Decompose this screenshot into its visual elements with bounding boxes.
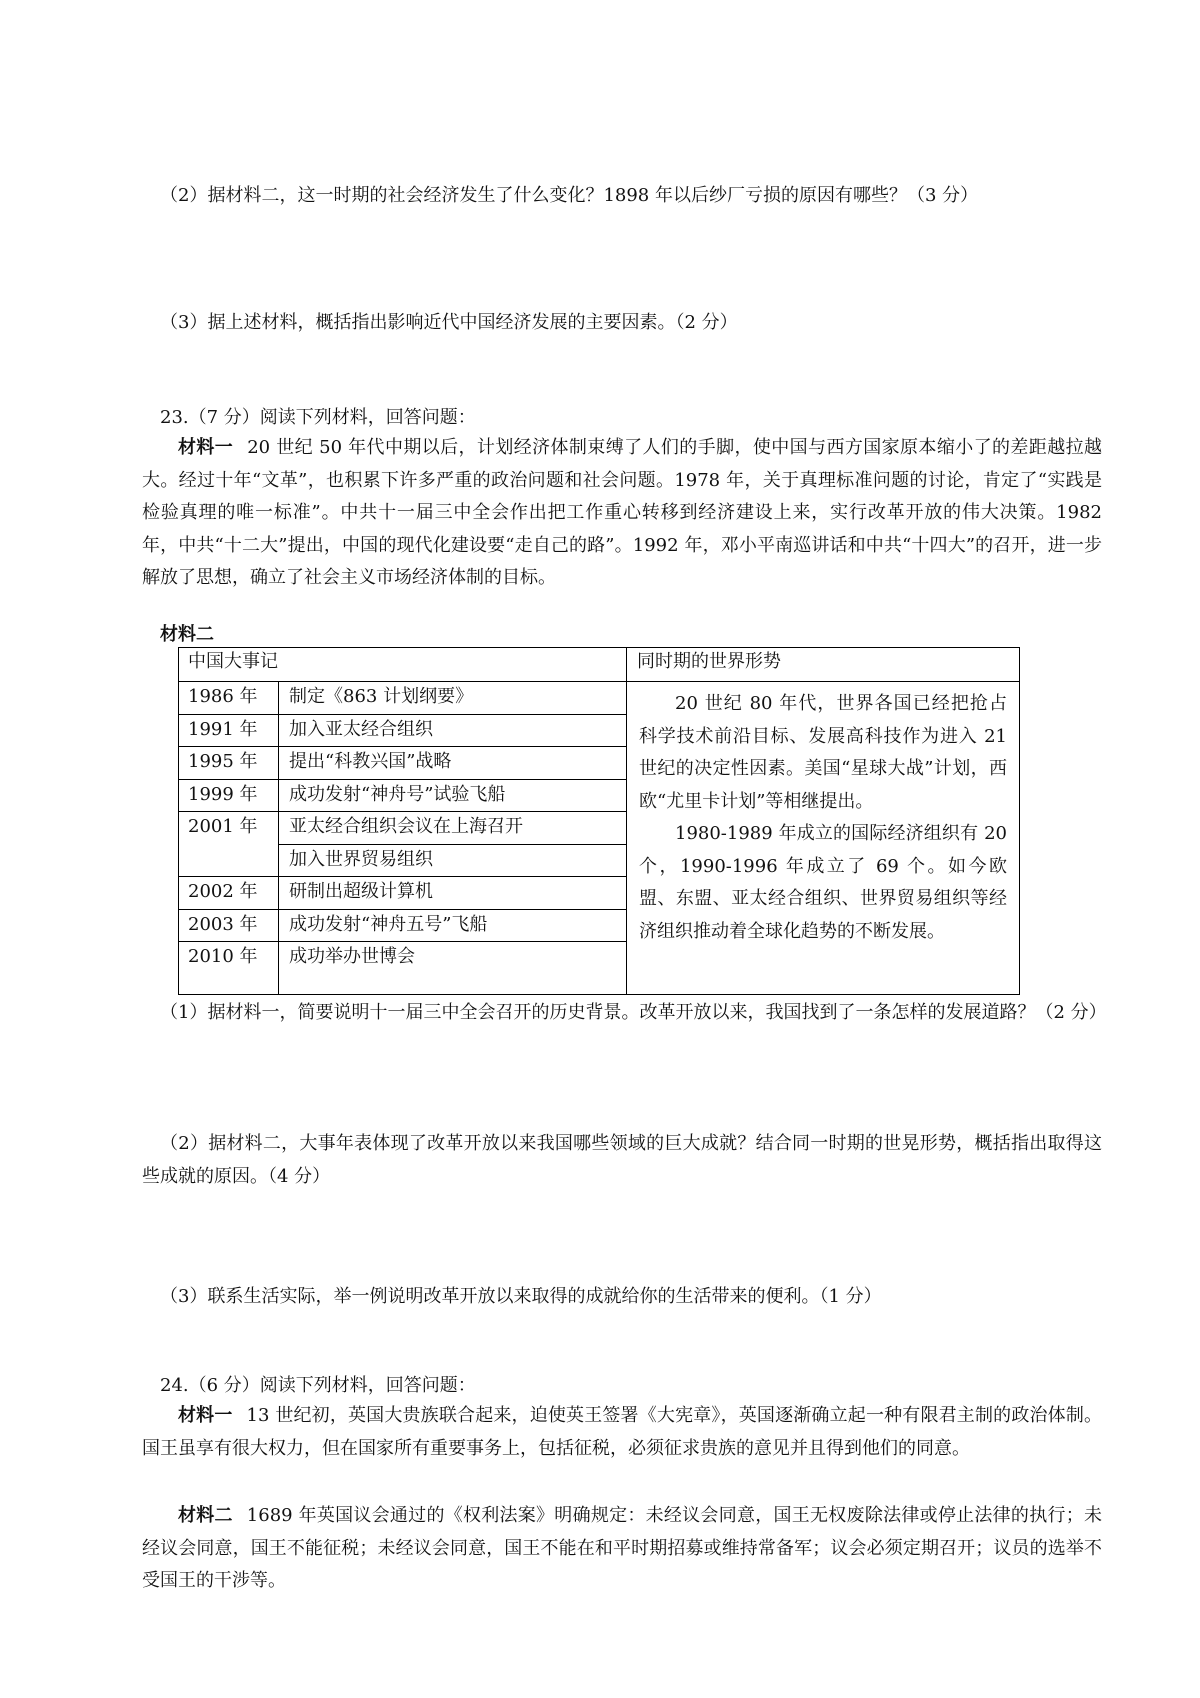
event-year: 1986 年 <box>178 682 279 715</box>
event-year: 2001 年 <box>178 812 279 877</box>
event-year: 1991 年 <box>178 715 279 748</box>
q23-title: 23.（7 分）阅读下列材料，回答问题： <box>160 407 476 428</box>
world-situation-cell <box>627 682 1019 994</box>
event-year: 1999 年 <box>178 780 279 813</box>
event-desc: 亚太经合组织会议在上海召开 <box>279 812 627 845</box>
q24-material-1 <box>142 1400 1102 1465</box>
event-desc: 成功发射“神舟五号”飞船 <box>279 910 627 943</box>
q23-sub1: （1）据材料一，简要说明十一届三中全会召开的历史背景。改革开放以来，我国找到了一条怎样的发展道路？（2 分） <box>160 1002 1107 1023</box>
world-situation-p1: 20 世纪 80 年代，世界各国已经把抢占科学技术前沿目标、发展高科技作为进入 21 世纪的决定性因素。美国“星球大战”计划，西欧“尤里卡计划”等相继提出。 <box>639 693 1007 812</box>
event-desc: 加入世界贸易组织 <box>279 845 627 878</box>
event-desc: 制定《863 计划纲要》 <box>279 682 627 715</box>
event-year: 2003 年 <box>178 910 279 943</box>
q24-material-2-text: 1689 年英国议会通过的《权利法案》明确规定：未经议会同意，国王无权废除法律或停止法律的执行；未经议会同意，国王不能征税；未经议会同意，国王不能在和平时期招募或维持常备军；议会必须定期召开；议员的选举不受国王的干涉等。 <box>142 1505 1102 1591</box>
q23-sub3: （3）联系生活实际，举一例说明改革开放以来取得的成就给你的生活带来的便利。（1 分） <box>160 1286 882 1307</box>
q23-material-1-text: 20 世纪 50 年代中期以后，计划经济体制束缚了人们的手脚，使中国与西方国家原本缩小了的差距越拉越大。经过十年“文革”，也积累下许多严重的政治问题和社会问题。1978 年，关于真理标准问题的讨论，肯定了“实践是检验真理的唯一标准”。中共十一届三中全会作出把工作重心转移到经济建设上来，实行改革开放的伟大决策。1982 年，中共“十二大”提出，中国的现代化建设要“走自己的路”。1992 年，邓小平南巡讲话和中共“十四大”的召开，进一步解放了思想，确立了社会主义市场经济体制的目标。 <box>142 437 1102 588</box>
q24-material-1-text: 13 世纪初，英国大贵族联合起来，迫使英王签署《大宪章》，英国逐渐确立起一种有限君主制的政治体制。国王虽享有很大权力，但在国家所有重要事务上，包括征税，必须征求贵族的意见并且得到他们的同意。 <box>142 1405 1102 1459</box>
table-header-left: 中国大事记 <box>178 647 627 682</box>
event-year: 2002 年 <box>178 877 279 910</box>
event-desc: 提出“科教兴国”战略 <box>279 747 627 780</box>
event-desc: 研制出超级计算机 <box>279 877 627 910</box>
q22-sub3: （3）据上述材料，概括指出影响近代中国经济发展的主要因素。（2 分） <box>160 312 738 333</box>
q23-material-1-label: 材料一 <box>178 437 234 458</box>
event-year: 2010 年 <box>178 942 279 994</box>
world-situation-p2: 1980-1989 年成立的国际经济组织有 20 个，1990-1996 年成立了 69 个。如今欧盟、东盟、亚太经合组织、世界贸易组织等经济组织推动着全球化趋势的不断发展。 <box>639 823 1007 942</box>
q22-sub2: （2）据材料二，这一时期的社会经济发生了什么变化？1898 年以后纱厂亏损的原因有哪些？（3 分） <box>160 185 979 206</box>
table-header-right: 同时期的世界形势 <box>627 647 1020 682</box>
q24-material-1-label: 材料一 <box>178 1405 233 1426</box>
q23-sub2: （2）据材料二，大事年表体现了改革开放以来我国哪些领域的巨大成就？结合同一时期的世晃形势，概括指出取得这些成就的原因。（4 分） <box>142 1133 1102 1187</box>
q23-material-1 <box>142 432 1102 595</box>
event-desc: 加入亚太经合组织 <box>279 715 627 748</box>
event-desc: 成功举办世博会 <box>289 946 415 967</box>
q24-title: 24.（6 分）阅读下列材料，回答问题： <box>160 1375 476 1396</box>
event-desc: 成功发射“神舟号”试验飞船 <box>279 780 627 813</box>
q24-material-2 <box>142 1500 1102 1598</box>
event-year: 1995 年 <box>178 747 279 780</box>
q23-material-2-label: 材料二 <box>160 624 214 645</box>
q24-material-2-label: 材料二 <box>178 1505 233 1526</box>
